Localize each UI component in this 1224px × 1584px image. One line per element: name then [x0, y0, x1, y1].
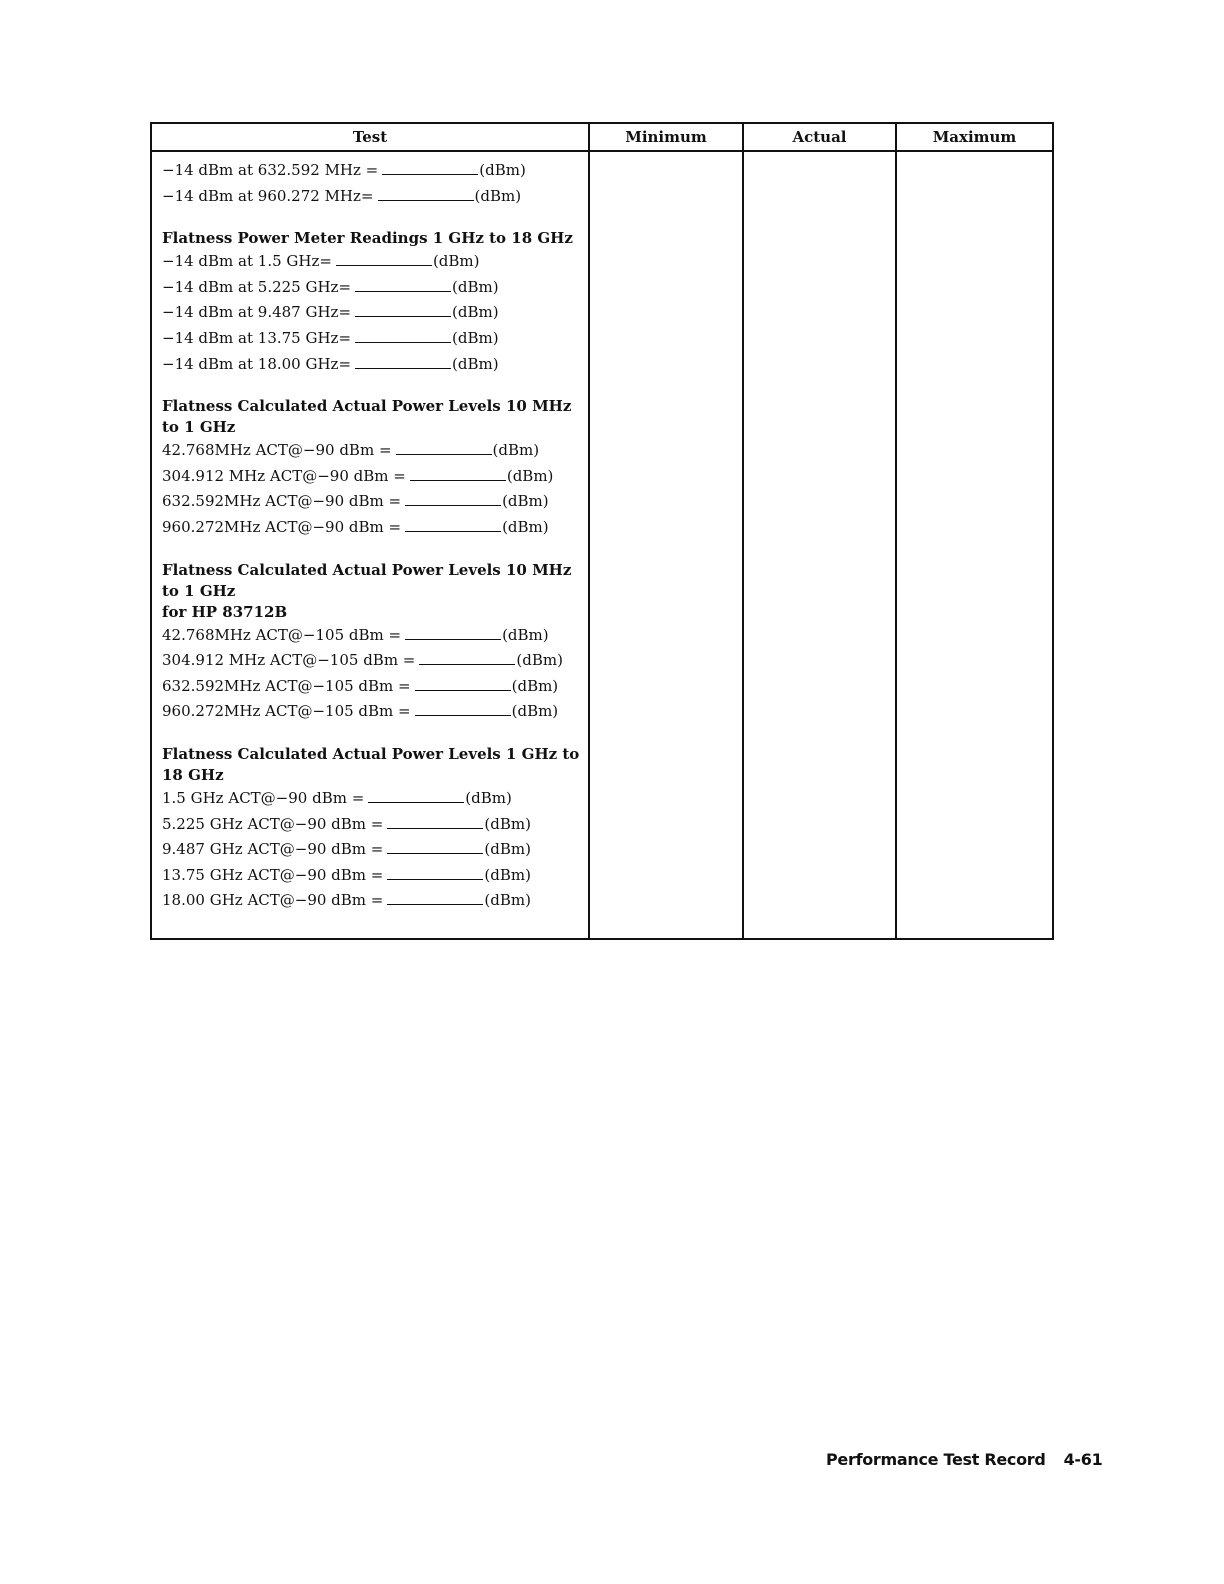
- entry-blank[interactable]: [355, 354, 451, 369]
- test-column: [152, 152, 590, 938]
- section-heading: Flatness Calculated Actual Power Levels 10 MHz to 1 GHz: [162, 560, 572, 600]
- unit-label: (dBm): [452, 277, 499, 296]
- entry-blank[interactable]: [378, 186, 474, 201]
- header-maximum: Maximum: [897, 124, 1052, 152]
- test-row: [162, 352, 580, 378]
- test-label: −14 dBm at 9.487 GHz=: [162, 303, 352, 322]
- test-label: −14 dBm at 13.75 GHz=: [162, 328, 352, 347]
- test-label: 304.912 MHz ACT@−105 dBm =: [162, 651, 416, 670]
- test-row: [162, 648, 580, 674]
- test-row: [162, 699, 580, 725]
- unit-label: (dBm): [484, 814, 531, 833]
- unit-label: (dBm): [474, 186, 522, 205]
- test-row: [162, 275, 580, 301]
- unit-label: (dBm): [502, 492, 549, 511]
- entry-blank[interactable]: [387, 865, 483, 880]
- test-row: [162, 888, 580, 914]
- unit-label: (dBm): [484, 891, 531, 910]
- unit-label: (dBm): [452, 303, 499, 322]
- test-row: [162, 623, 580, 649]
- section-heading: Flatness Calculated Actual Power Levels 10 MHz to 1 GHz: [162, 397, 572, 437]
- test-label: 18.00 GHz ACT@−90 dBm =: [162, 891, 384, 910]
- test-label: 632.592MHz ACT@−90 dBm =: [162, 492, 402, 511]
- unit-label: (dBm): [484, 865, 531, 884]
- entry-blank[interactable]: [387, 814, 483, 829]
- minimum-column: [590, 152, 744, 938]
- entry-blank[interactable]: [405, 517, 501, 532]
- unit-label: (dBm): [502, 517, 549, 536]
- entry-blank[interactable]: [355, 277, 451, 292]
- unit-label: (dBm): [502, 625, 549, 644]
- page-footer: [826, 1450, 1102, 1469]
- test-label: 960.272MHz ACT@−90 dBm =: [162, 517, 402, 536]
- entry-blank[interactable]: [336, 251, 432, 266]
- entry-blank[interactable]: [355, 302, 451, 317]
- entry-blank[interactable]: [419, 650, 515, 665]
- test-row: [162, 489, 580, 515]
- unit-label: (dBm): [484, 840, 531, 859]
- unit-label: (dBm): [516, 651, 563, 670]
- test-label: 9.487 GHz ACT@−90 dBm =: [162, 840, 384, 859]
- footer-title: Performance Test Record: [826, 1450, 1046, 1469]
- test-row: [162, 863, 580, 889]
- test-label: 960.272MHz ACT@−105 dBm =: [162, 702, 411, 721]
- test-row: [162, 837, 580, 863]
- entry-blank[interactable]: [405, 625, 501, 640]
- maximum-column: [897, 152, 1052, 938]
- section-heading: Flatness Power Meter Readings 1 GHz to 18 GHz: [162, 229, 573, 248]
- test-label: −14 dBm at 1.5 GHz=: [162, 252, 332, 271]
- header-actual: Actual: [744, 124, 897, 152]
- test-label: 42.768MHz ACT@−105 dBm =: [162, 625, 402, 644]
- test-row: [162, 812, 580, 838]
- test-label: −14 dBm at 960.272 MHz=: [162, 186, 374, 205]
- unit-label: (dBm): [511, 676, 559, 695]
- entry-blank[interactable]: [368, 788, 464, 803]
- section-heading: Flatness Calculated Actual Power Levels 1 GHz to 18 GHz: [162, 744, 580, 784]
- header-test: Test: [152, 124, 590, 152]
- performance-test-record-table: [150, 122, 1054, 940]
- test-row: [162, 249, 580, 275]
- unit-label: (dBm): [452, 328, 499, 347]
- test-row: [162, 464, 580, 490]
- test-row: [162, 438, 580, 464]
- section-subheading: for HP 83712B: [162, 602, 288, 621]
- unit-label: (dBm): [511, 702, 559, 721]
- test-label: 304.912 MHz ACT@−90 dBm =: [162, 466, 406, 485]
- unit-label: (dBm): [492, 441, 540, 460]
- entry-blank[interactable]: [387, 839, 483, 854]
- test-row: [162, 786, 580, 812]
- entry-blank[interactable]: [410, 466, 506, 481]
- test-label: 13.75 GHz ACT@−90 dBm =: [162, 865, 384, 884]
- entry-blank[interactable]: [382, 160, 478, 175]
- test-row: [162, 300, 580, 326]
- entry-blank[interactable]: [415, 701, 511, 716]
- test-label: −14 dBm at 632.592 MHz =: [162, 161, 379, 179]
- actual-column: [744, 152, 897, 938]
- header-minimum: Minimum: [590, 124, 744, 152]
- page-number: 4-61: [1063, 1450, 1103, 1469]
- entry-blank[interactable]: [415, 676, 511, 691]
- unit-label: (dBm): [479, 161, 526, 179]
- unit-label: (dBm): [452, 354, 499, 373]
- test-row: [162, 674, 580, 700]
- unit-label: (dBm): [506, 466, 554, 485]
- test-row: [162, 158, 580, 184]
- test-label: 1.5 GHz ACT@−90 dBm =: [162, 788, 365, 807]
- test-label: 42.768MHz ACT@−90 dBm =: [162, 441, 392, 460]
- test-label: −14 dBm at 5.225 GHz=: [162, 277, 352, 296]
- test-label: −14 dBm at 18.00 GHz=: [162, 354, 352, 373]
- test-row: [162, 515, 580, 541]
- test-row: [162, 326, 580, 352]
- test-row: [162, 184, 580, 210]
- test-label: 632.592MHz ACT@−105 dBm =: [162, 676, 411, 695]
- test-label: 5.225 GHz ACT@−90 dBm =: [162, 814, 384, 833]
- entry-blank[interactable]: [387, 890, 483, 905]
- unit-label: (dBm): [432, 252, 480, 271]
- entry-blank[interactable]: [405, 491, 501, 506]
- unit-label: (dBm): [465, 788, 512, 807]
- entry-blank[interactable]: [355, 328, 451, 343]
- entry-blank[interactable]: [396, 440, 492, 455]
